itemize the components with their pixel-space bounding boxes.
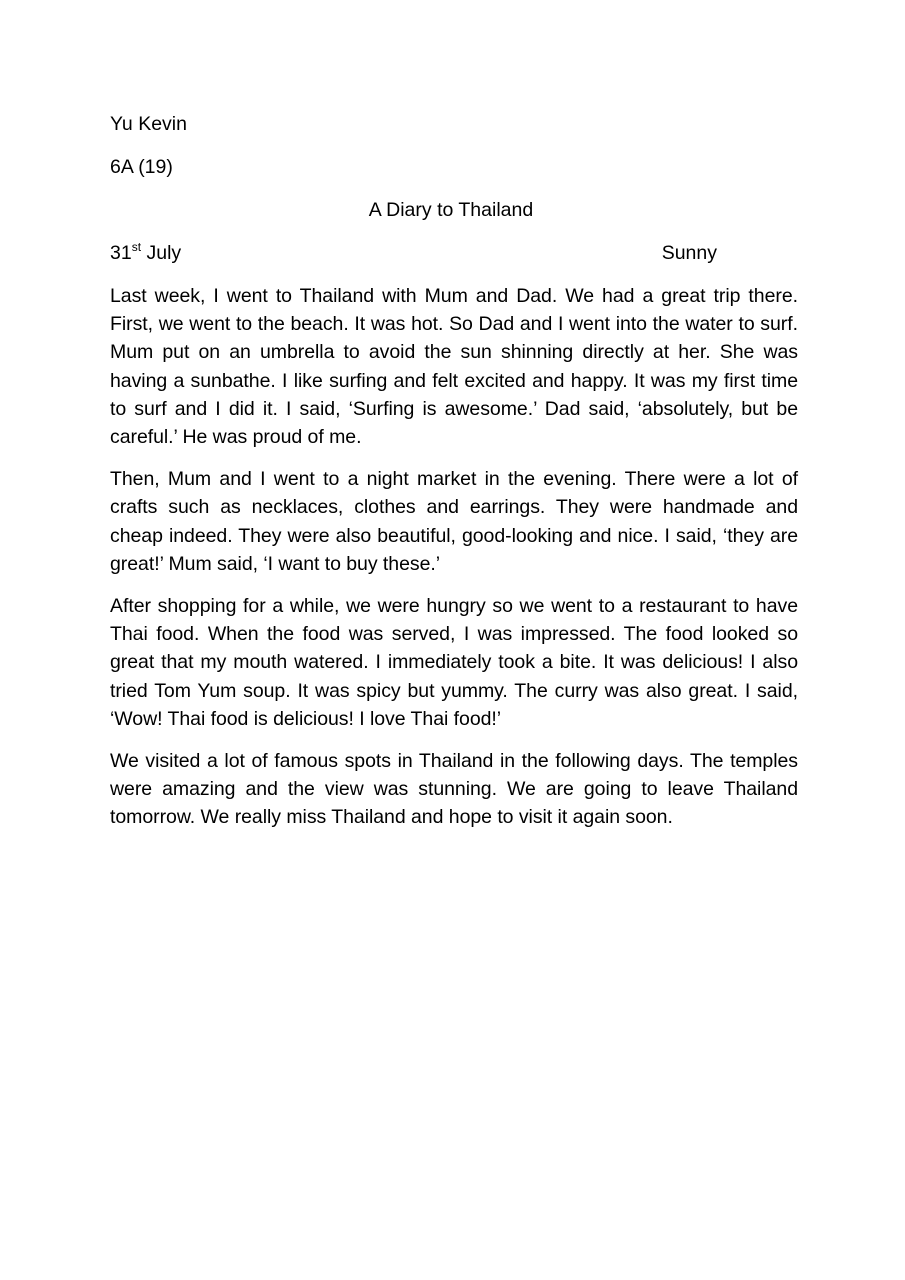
paragraph-beach: Last week, I went to Thailand with Mum and Dad. We had a great trip there. First, we went to the beach. It was hot. So Dad and I went into the water to surf. Mum put on an umbrella to avoid the sun shinning directly at her. She was having a sunbathe. I like surfing and felt excited and happy. It was my first time to surf and I did it. I said, ‘Surfing is awesome.’ Dad said, ‘absolutely, but be careful.’ He was proud of me. bbox=[110, 285, 798, 449]
paragraph-night-market: Then, Mum and I went to a night market in the evening. There were a lot of crafts such as necklaces, clothes and earrings. They were handmade and cheap indeed. They were also beautiful, good-looking and nice. I said, ‘they are great!’ Mum said, ‘I want to buy these.’ bbox=[110, 468, 798, 575]
author-name: Yu Kevin bbox=[110, 113, 187, 135]
entry-date bbox=[110, 239, 181, 267]
entry-weather: Sunny bbox=[661, 242, 717, 264]
paragraph-famous-spots: We visited a lot of famous spots in Thailand in the following days. The temples were amazing and the view was stunning. We are going to leave Thailand tomorrow. We really miss Thailand and hope to visit it again soon. bbox=[110, 750, 798, 829]
date-suffix: st bbox=[131, 240, 142, 254]
author-class: 6A (19) bbox=[110, 156, 173, 178]
date-month: July bbox=[146, 242, 182, 264]
paragraph-restaurant: After shopping for a while, we were hungry so we went to a restaurant to have Thai food. When the food was served, I was impressed. The food looked so great that my mouth watered. I immediately took a bite. It was delicious! I also tried Tom Yum soup. It was spicy but yummy. The curry was also great. I said, ‘Wow! Thai food is delicious! I love Thai food!’ bbox=[110, 595, 798, 730]
document-title: A Diary to Thailand bbox=[368, 199, 534, 221]
date-day: 31 bbox=[110, 242, 132, 264]
date-weather-row bbox=[110, 239, 798, 267]
document-page bbox=[110, 110, 798, 846]
